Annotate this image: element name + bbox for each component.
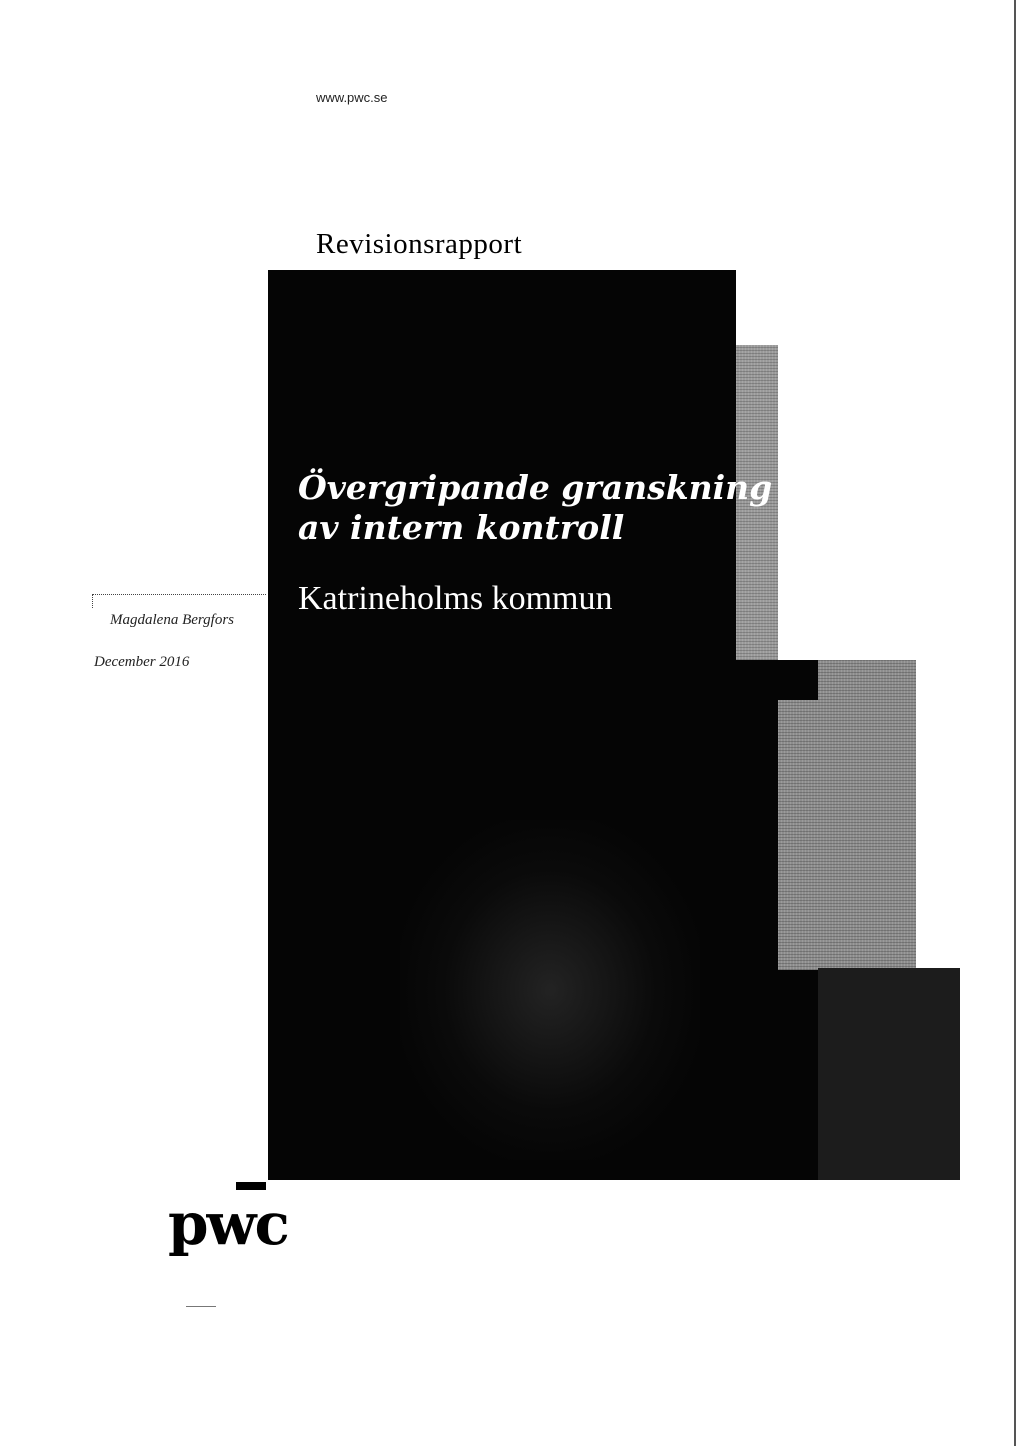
pwc-logo: pwc xyxy=(168,1190,288,1258)
report-date: December 2016 xyxy=(94,654,190,670)
author-divider-tick xyxy=(92,594,93,608)
report-title xyxy=(298,468,772,548)
scan-mark xyxy=(186,1306,216,1307)
cover-texture xyxy=(400,820,700,1160)
cover-black-notch xyxy=(778,660,818,700)
municipality-name: Katrineholms kommun xyxy=(298,580,613,617)
cover-dark-block xyxy=(818,968,960,1180)
report-title-line-1: Övergripande granskning xyxy=(298,468,773,507)
author-name: Magdalena Bergfors xyxy=(110,612,235,628)
cover-grey-block xyxy=(778,660,916,970)
document-type-heading: Revisionsrapport xyxy=(316,228,523,260)
scan-edge-line xyxy=(1014,0,1016,1446)
report-title-line-2: av intern kontroll xyxy=(298,508,625,547)
logo-bar xyxy=(236,1182,266,1190)
author-divider xyxy=(92,594,266,595)
website-url: www.pwc.se xyxy=(316,90,388,105)
